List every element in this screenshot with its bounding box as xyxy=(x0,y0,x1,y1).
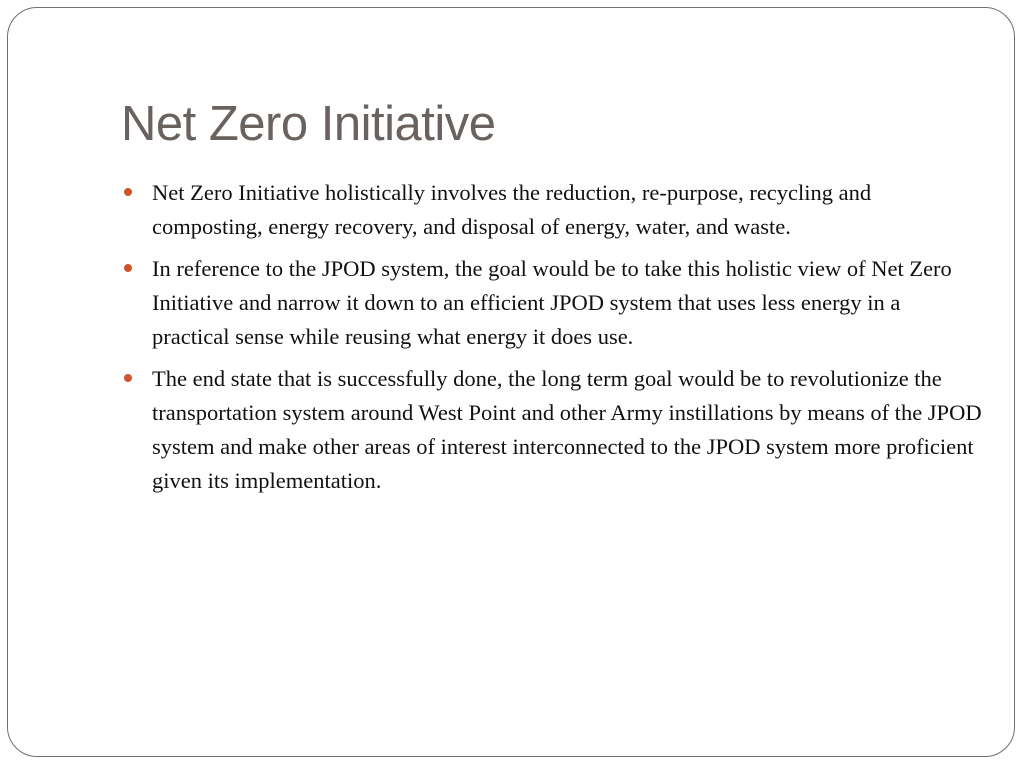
bullet-dot-icon xyxy=(124,188,132,196)
slide-frame xyxy=(7,7,1015,757)
bullet-dot-icon xyxy=(124,264,132,272)
bullet-item xyxy=(123,252,983,354)
bullet-item xyxy=(123,362,983,498)
bullet-dot-icon xyxy=(124,374,132,382)
bullet-text: Net Zero Initiative holistically involves the reduction, re-purpose, recycling and composting, energy recovery, and disposal of energy, water, and waste. xyxy=(152,180,872,239)
bullet-item xyxy=(123,176,983,244)
slide-title: Net Zero Initiative xyxy=(121,97,496,151)
bullet-list xyxy=(123,176,983,506)
bullet-text: The end state that is successfully done, the long term goal would be to revolutionize the transportation system around West Point and other Army instillations by means of the JPOD system and make other areas of interest interconnected to the JPOD system more proficient given its implementation. xyxy=(152,366,982,493)
bullet-text: In reference to the JPOD system, the goal would be to take this holistic view of Net Zero Initiative and narrow it down to an efficient JPOD system that uses less energy in a practical sense while reusing what energy it does use. xyxy=(152,256,952,349)
